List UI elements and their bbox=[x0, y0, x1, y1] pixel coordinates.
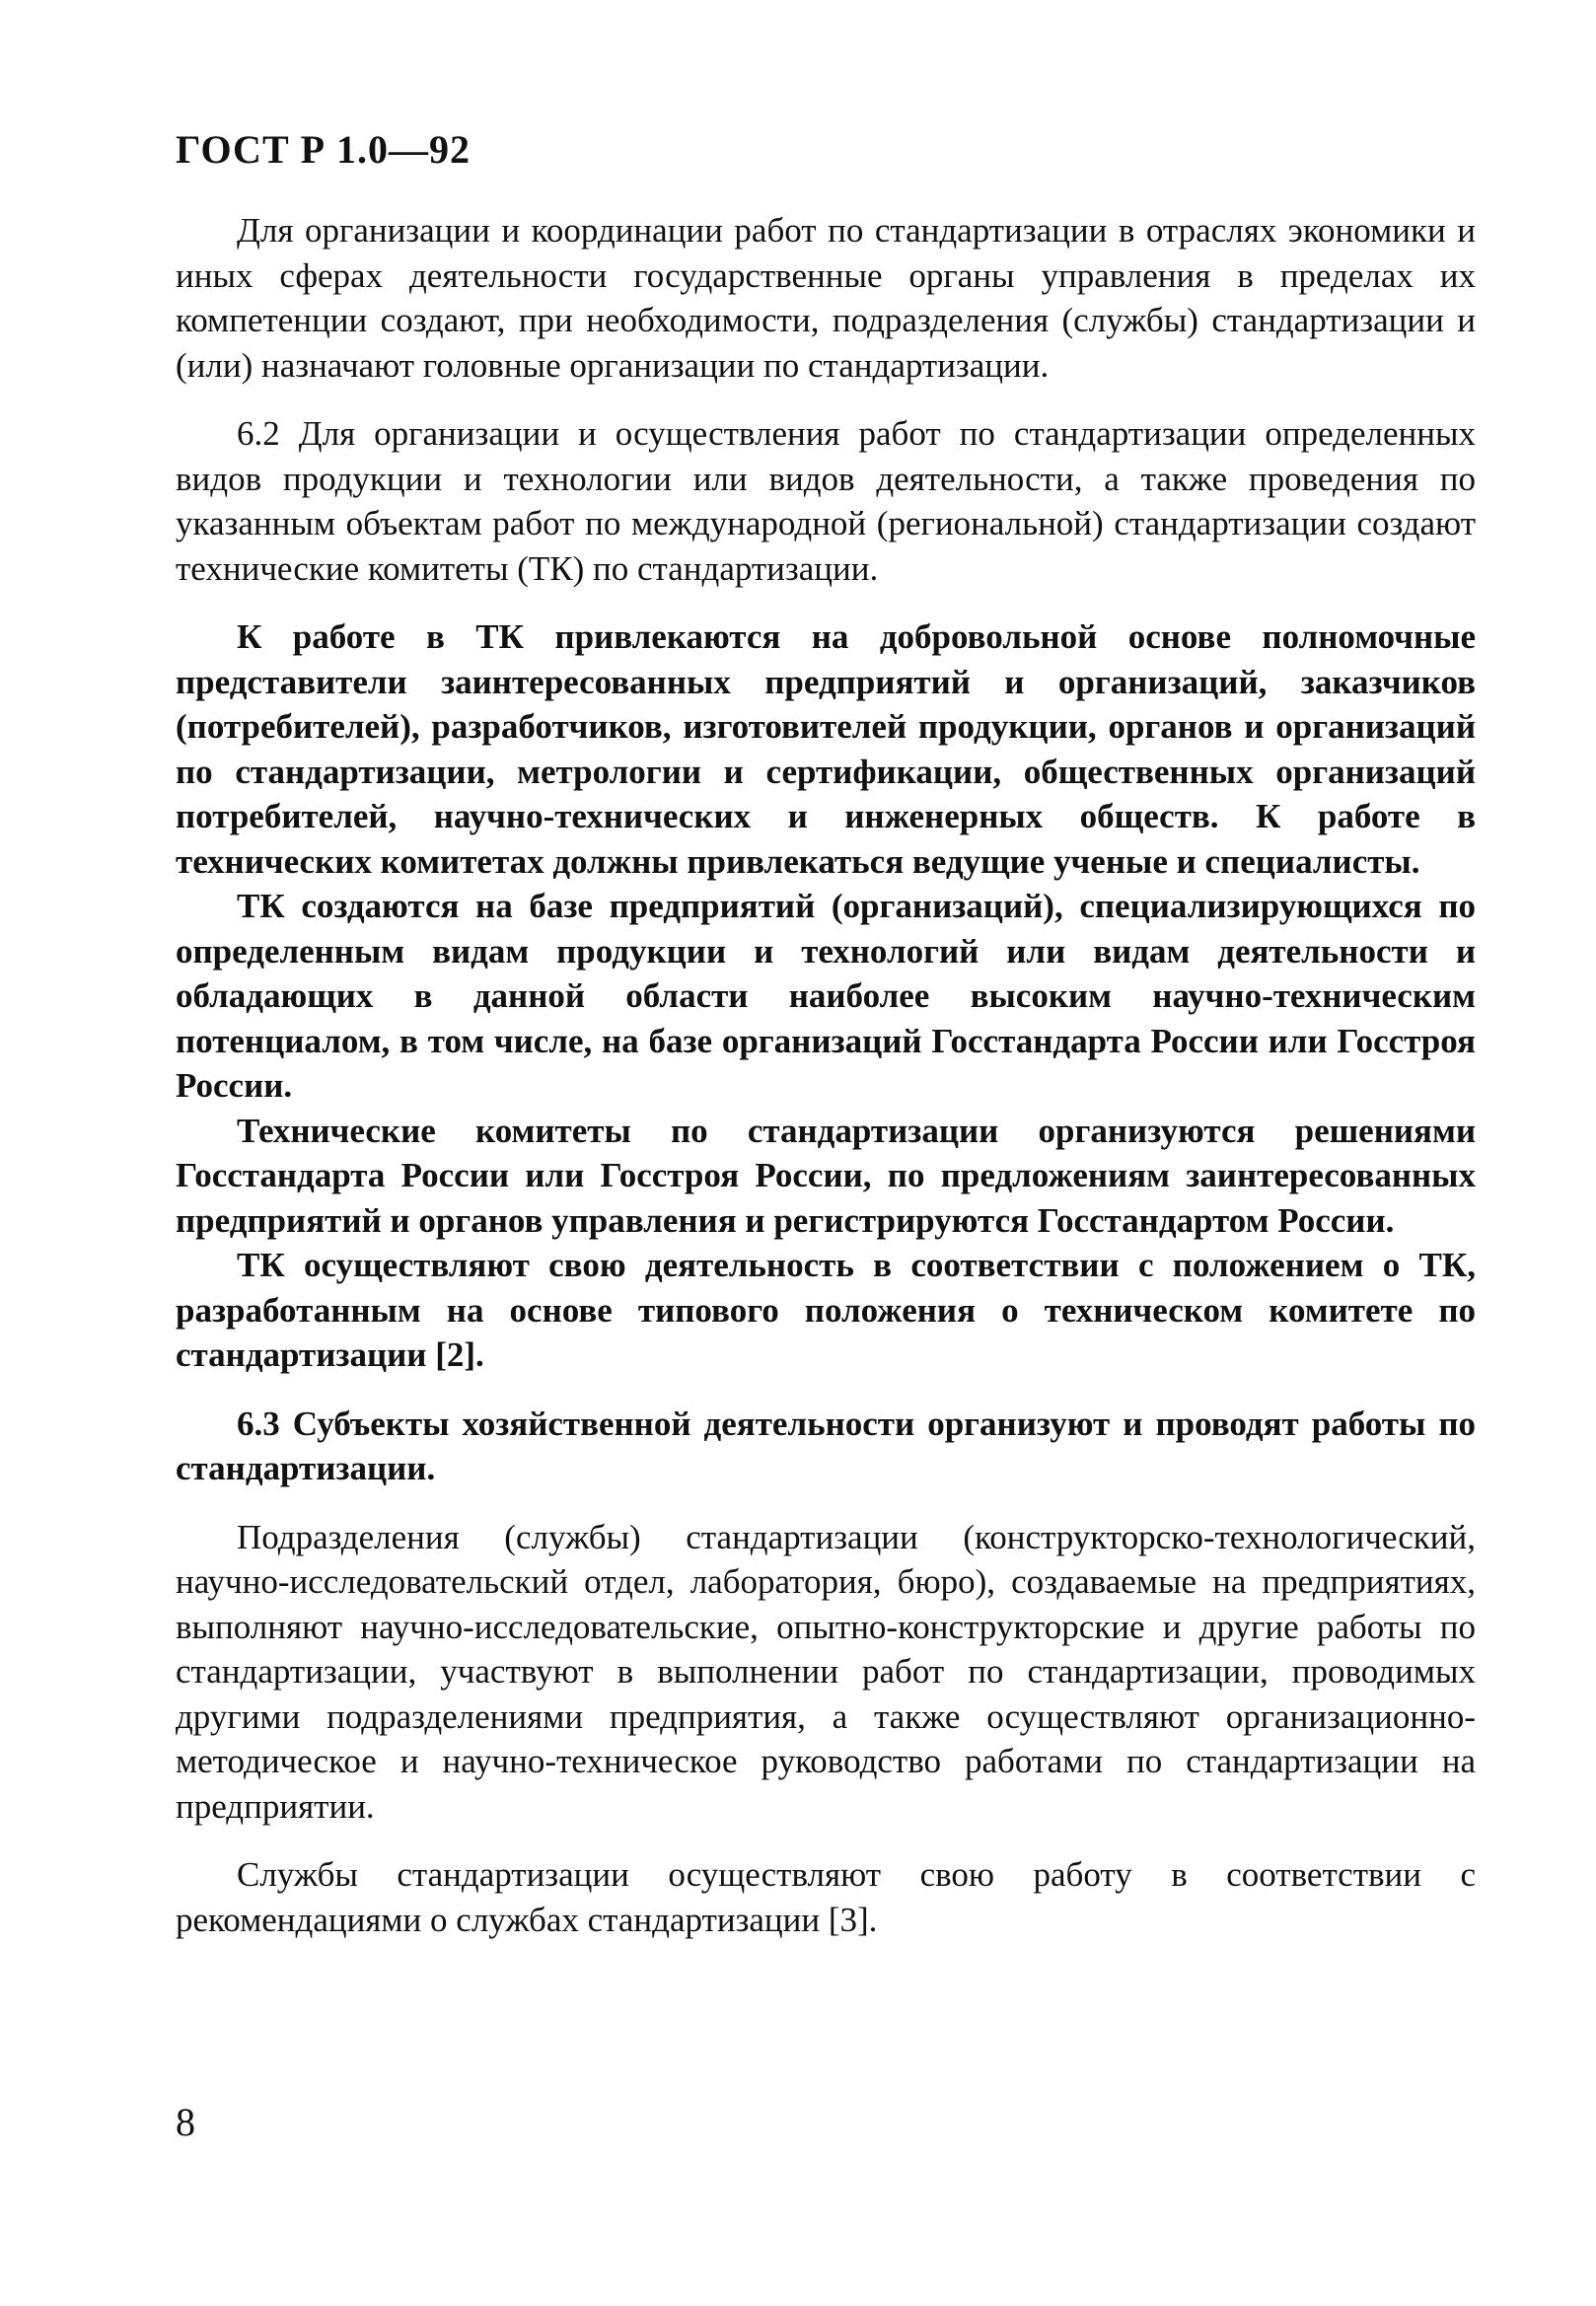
paragraph-tk-creation: ТК создаются на базе предприятий (организаций), специализирующихся по определенным видам продукции и технологий или видам деятельности и обладающих в данной области наиболее высоким научно-техническим потенциалом, в том числе, на базе организаций Госстандарта России или Госстроя России. bbox=[176, 887, 1476, 1105]
paragraph-services: Службы стандартизации осуществляют свою работу в соответствии с рекомендациями о службах стандартизации [3]. bbox=[176, 1855, 1476, 1939]
paragraph-standardization-units: Подразделения (службы) стандартизации (конструкторско-технологический, научно-исследовательский отдел, лаборатория, бюро), создаваемые на предприятиях, выполняют научно-исследовательские, опытно-конструкторские и другие работы по стандартизации, участвуют в выполнении работ по стандартизации, проводимых другими подразделениями предприятия, а также осуществляют организационно-методическое и научно-техническое руководство работами по стандартизации на предприятии. bbox=[176, 1517, 1476, 1826]
paragraph-6-3: 6.3 Субъекты хозяйственной деятельности организуют и проводят работы по стандартизации. bbox=[176, 1404, 1476, 1487]
page-number: 8 bbox=[176, 2100, 195, 2144]
paragraph-coordination: Для организации и координации работ по стандартизации в отраслях экономики и иных сферах деятельности государственные органы управления в пределах их компетенции создают, при необходимости, подразделения (службы) стандартизации и (или) назначают головные организации по стандартизации. bbox=[176, 211, 1476, 385]
paragraph-tk-organization: Технические комитеты по стандартизации организуются решениями Госстандарта России или Госстроя России, по предложениям заинтересованных предприятий и органов управления и регистрируются Госстандартом России. bbox=[176, 1111, 1476, 1240]
paragraph-tk-activity: ТК осуществляют свою деятельность в соответствии с положением о ТК, разработанным на основе типового положения о техническом комитете по стандартизации [2]. bbox=[176, 1246, 1476, 1374]
paragraph-tk-participants: К работе в ТК привлекаются на добровольной основе полномочные представители заинтересованных предприятий и организаций, заказчиков (потребителей), разработчиков, изготовителей продукции, органов и организаций по стандартизации, метрологии и сертификации, общественных организаций потребителей, научно-технических и инженерных обществ. К работе в технических комитетах должны привлекаться ведущие ученые и специалисты. bbox=[176, 617, 1476, 881]
document-header: ГОСТ Р 1.0—92 bbox=[176, 127, 472, 172]
document-page bbox=[176, 126, 1476, 1942]
paragraph-6-2: 6.2 Для организации и осуществления работ по стандартизации определенных видов продукции и технологии или видов деятельности, а также проведения по указанным объектам работ по международной (региональной) стандартизации создают технические комитеты (ТК) по стандартизации. bbox=[176, 414, 1476, 588]
